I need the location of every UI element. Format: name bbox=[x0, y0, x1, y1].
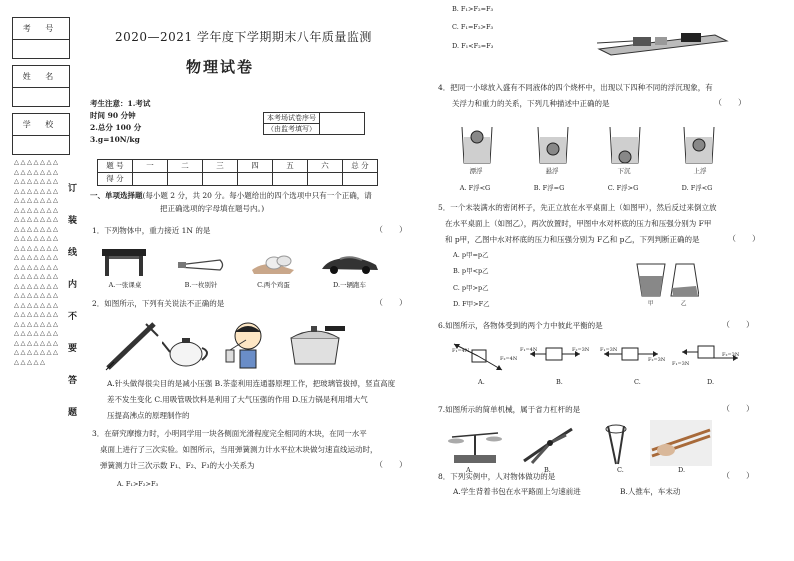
syringe-image bbox=[104, 320, 160, 372]
score-header: 四 bbox=[238, 160, 273, 173]
drinking-boy-image bbox=[222, 320, 270, 370]
seat-number-field[interactable] bbox=[320, 113, 365, 135]
binding-seal-text bbox=[68, 185, 80, 441]
score-header: 二 bbox=[168, 160, 203, 173]
q4-label-suspend: 悬浮 bbox=[545, 167, 559, 175]
chopsticks-image bbox=[650, 420, 712, 466]
q6a-f1: F₁=4N bbox=[452, 348, 470, 354]
section1-header bbox=[90, 190, 410, 201]
seat-number-note: （由监考填写） bbox=[264, 124, 320, 135]
name-label: 姓 名 bbox=[13, 66, 69, 88]
q4-option-a: A. F浮<G bbox=[459, 184, 491, 192]
school-label: 学 校 bbox=[13, 114, 69, 136]
score-cell[interactable] bbox=[168, 173, 203, 186]
friction-experiment-image bbox=[597, 29, 729, 57]
seal-char: 线 bbox=[68, 248, 78, 258]
q7-option-c: C. bbox=[617, 466, 624, 474]
q6b-f1: F₁=4N bbox=[520, 347, 538, 353]
seat-number-label: 本考场试卷序号 bbox=[264, 113, 320, 124]
q3-text: 弹簧测力计三次示数 F₁、F₂、F₃的大小关系为 bbox=[100, 461, 255, 470]
q4-text: 4．把同一小球放入盛有不同液体的四个烧杯中，出现以下四种不同的浮沉现象，有 bbox=[438, 83, 713, 92]
force-diagrams bbox=[450, 340, 750, 374]
score-header: 总 分 bbox=[343, 160, 378, 173]
seal-char: 内 bbox=[68, 280, 78, 290]
score-header: 题 号 bbox=[98, 160, 133, 173]
sportscar-image bbox=[320, 253, 380, 275]
q3-option-a: A. F₁>F₂>F₃ bbox=[117, 480, 159, 488]
score-cell[interactable] bbox=[133, 173, 168, 186]
eggs-image bbox=[250, 250, 298, 275]
pliers-image bbox=[520, 425, 578, 465]
q6d-f1: F₁=3N bbox=[672, 361, 690, 367]
q3-option-d: D. F₁<F₂=F₃ bbox=[452, 42, 494, 50]
q8-option-b: B.人推车，车未动 bbox=[620, 487, 681, 496]
q1-text: 1．下列物体中，重力接近 1N 的是 bbox=[92, 226, 211, 235]
seal-char: 订 bbox=[68, 184, 78, 194]
name-field[interactable] bbox=[13, 88, 69, 106]
exam-title: 2020—2021 学年度下学期期末八年质量监测 bbox=[115, 30, 372, 44]
note-line: 3.g=10N/kg bbox=[90, 135, 140, 144]
seal-char: 不 bbox=[68, 312, 78, 322]
score-cell[interactable] bbox=[343, 173, 378, 186]
score-row-label: 得 分 bbox=[98, 173, 133, 186]
q5-option-a: A. p甲=p乙 bbox=[453, 251, 489, 259]
q4-label-rise: 上浮 bbox=[693, 167, 707, 175]
seal-char: 装 bbox=[68, 216, 78, 226]
q8-answer-slot[interactable]: （ ） bbox=[722, 471, 754, 480]
q3-text: 3．在研究摩擦力时，小明同学用一块各侧面光滑程度完全相同的木块，在同一水平 bbox=[92, 429, 367, 438]
q6d-f2: F₂=3N bbox=[722, 352, 740, 358]
q6-text: 6.如图所示，各物体受到的两个力中彼此平衡的是 bbox=[438, 321, 603, 330]
q7-option-d: D. bbox=[678, 466, 686, 474]
note-line: 考生注意：1.考试 bbox=[90, 99, 151, 108]
q6a-f2: F₂=4N bbox=[500, 356, 518, 362]
q4-answer-slot[interactable]: （ ） bbox=[714, 98, 746, 107]
q2-answer-line: A.针头做得很尖目的是减小压强 B.茶壶利用连通器原理工作，把玻璃管拔掉，竖直高度 bbox=[107, 379, 396, 388]
balance-scale-image bbox=[446, 425, 504, 465]
binding-triangles: △△△△△△△△△△△△△△△△△△△△△△△△△△△△△△△△△△△△△△△△△△△△△△△△△△△△△△△△△△△△△△△△△△△△△△△△△△△△△△△△△△△△△△△△△△△△△△△△△△△△△△△△△△△△△△△△△△△△△△△△△△△△△△△△△△△△△△△△△△△△△△△△△△△△△△△△ bbox=[14, 158, 60, 366]
score-header: 三 bbox=[203, 160, 238, 173]
q2-answer-line: 差不发生变化 C.用吸管吸饮料是利用了大气压强的作用 D.压力锅是利用增大气 bbox=[107, 395, 368, 404]
q4-label-float: 漂浮 bbox=[469, 167, 483, 175]
q5-fig-label-jia: 甲 bbox=[648, 301, 654, 307]
q5-fig-label-yi: 乙 bbox=[681, 301, 687, 307]
q1-answer-slot[interactable]: （ ） bbox=[375, 225, 407, 234]
q7-option-b: B. bbox=[544, 466, 551, 474]
school-box bbox=[12, 113, 70, 155]
q1-option-b: B.一枚别针 bbox=[184, 281, 218, 289]
q8-text: 8．下列实例中，人对物体做功的是 bbox=[438, 472, 556, 481]
desk-image bbox=[100, 247, 148, 277]
score-cell[interactable] bbox=[203, 173, 238, 186]
q6b-f2: F₂=3N bbox=[572, 347, 590, 353]
q4-text: 关浮力和重力的关系，下列几种描述中正确的是 bbox=[452, 99, 610, 108]
score-cell[interactable] bbox=[238, 173, 273, 186]
score-cell[interactable] bbox=[273, 173, 308, 186]
seal-char: 答 bbox=[68, 376, 78, 386]
q7-option-a: A. bbox=[466, 466, 473, 474]
seal-char: 要 bbox=[68, 344, 78, 354]
exam-number-label: 考 号 bbox=[13, 18, 69, 40]
seat-number-table bbox=[263, 112, 365, 135]
teapot-image bbox=[162, 330, 212, 368]
q1-option-c: C.两个鸡蛋 bbox=[257, 281, 290, 289]
q4-label-sink: 下沉 bbox=[617, 167, 631, 175]
exam-number-field[interactable] bbox=[13, 40, 69, 58]
cups-image bbox=[635, 262, 699, 300]
q8-option-a: A.学生背着书包在水平路面上匀速前进 bbox=[453, 487, 581, 496]
q1-option-a: A.一张课桌 bbox=[108, 281, 142, 289]
q7-answer-slot[interactable]: （ ） bbox=[722, 404, 754, 413]
school-field[interactable] bbox=[13, 136, 69, 154]
q4-option-d: D. F浮<G bbox=[681, 184, 713, 192]
q2-text: 2．如图所示，下列有关说法不正确的是 bbox=[92, 299, 225, 308]
q4-option-b: B. F浮=G bbox=[533, 184, 565, 192]
q1-option-d: D.一辆跑车 bbox=[332, 281, 367, 289]
pressure-cooker-image bbox=[285, 320, 345, 366]
note-line: 时间 90 分钟 bbox=[90, 111, 136, 120]
q6c-f2: F₂=3N bbox=[648, 357, 666, 363]
q5-text: 5．一个未装满水的密闭杯子，先正立放在水平桌面上（如图甲），然后反过来倒立放 bbox=[438, 203, 717, 212]
exam-number-box bbox=[12, 17, 70, 59]
tweezers-image bbox=[600, 424, 640, 466]
section1-desc: (每小题 2 分，共 20 分。每小题给出的四个选项中只有一个正确，请 bbox=[142, 191, 372, 200]
score-header: 六 bbox=[308, 160, 343, 173]
q5-answer-slot[interactable]: （ ） bbox=[728, 234, 760, 243]
q3-option-c: C. F₁=F₂>F₃ bbox=[452, 23, 494, 31]
q2-answer-line: 压提高沸点的原理制作的 bbox=[107, 411, 190, 420]
section1-desc2: 把正确选项的字母填在题号内。) bbox=[160, 204, 265, 213]
score-table bbox=[97, 159, 378, 186]
pin-image bbox=[176, 257, 226, 273]
q5-option-d: D. F甲>F乙 bbox=[453, 300, 490, 308]
q4-option-c: C. F浮>G bbox=[607, 184, 639, 192]
score-cell[interactable] bbox=[308, 173, 343, 186]
name-box bbox=[12, 65, 70, 107]
q3-text: 桌面上进行了三次实验。如图所示，当用弹簧测力计水平拉木块做匀速直线运动时， bbox=[100, 445, 378, 454]
q2-answer-slot[interactable]: （ ） bbox=[375, 298, 407, 307]
q5-text: 和 p甲，乙图中水对杯底的压力和压强分别为 F乙和 p乙，下列判断正确的是 bbox=[445, 235, 700, 244]
score-header: 一 bbox=[133, 160, 168, 173]
score-header: 五 bbox=[273, 160, 308, 173]
q6-option-b: B. bbox=[556, 378, 563, 386]
q3-answer-slot[interactable]: （ ） bbox=[375, 460, 407, 469]
q6-option-a: A. bbox=[478, 378, 485, 386]
note-line: 2.总分 100 分 bbox=[90, 123, 142, 132]
q6-option-c: C. bbox=[634, 378, 641, 386]
q6-answer-slot[interactable]: （ ） bbox=[722, 320, 754, 329]
seal-char: 题 bbox=[68, 408, 78, 418]
q7-text: 7.如图所示的简单机械，属于省力杠杆的是 bbox=[438, 405, 581, 414]
q6-option-d: D. bbox=[707, 378, 715, 386]
q6c-f1: F₁=3N bbox=[600, 347, 618, 353]
q5-option-c: C. p甲>p乙 bbox=[453, 284, 489, 292]
exam-subtitle: 物理试卷 bbox=[186, 58, 255, 76]
exam-notes bbox=[90, 98, 150, 146]
q5-option-b: B. p甲<p乙 bbox=[453, 267, 489, 275]
floating-balls-image bbox=[460, 125, 725, 165]
q3-option-b: B. F₁>F₂=F₃ bbox=[452, 5, 494, 13]
q5-text: 在水平桌面上（如图乙），两次放置时，甲图中水对杯底的压力和压强分别为 F甲 bbox=[445, 219, 712, 228]
section1-title: 一、单项选择题 bbox=[90, 191, 143, 200]
